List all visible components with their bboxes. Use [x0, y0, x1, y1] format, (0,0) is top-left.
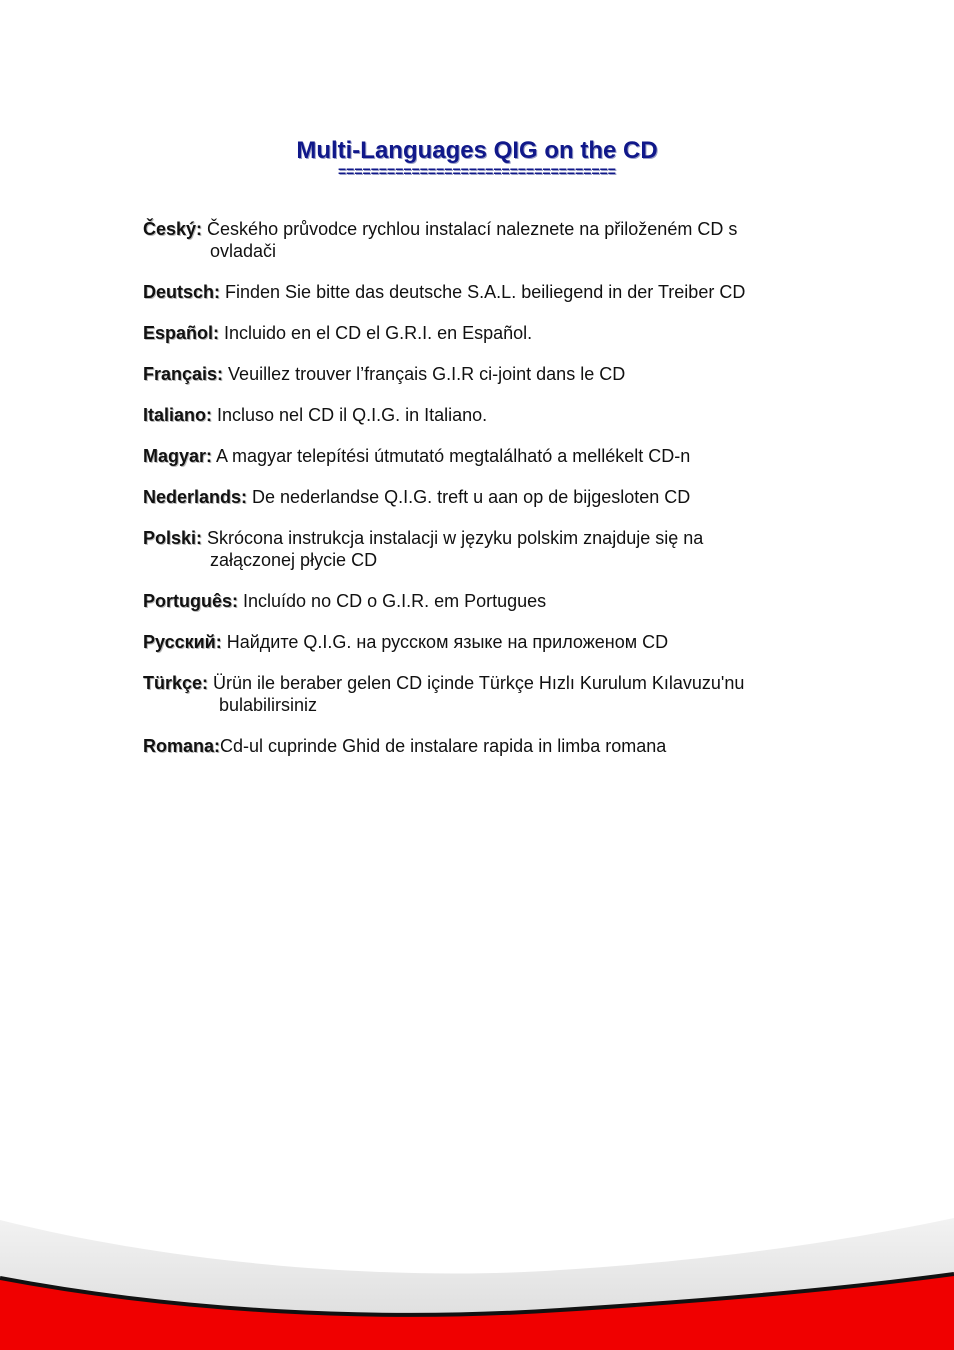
- language-entry-italian: [143, 404, 813, 426]
- language-text: De nederlandse Q.I.G. treft u aan op de bijgesloten CD: [247, 487, 691, 507]
- language-text-continued: załączonej płycie CD: [210, 550, 378, 570]
- language-label: Deutsch:: [143, 282, 221, 302]
- language-entry-polish: [143, 527, 813, 571]
- language-label: Português:: [143, 591, 239, 611]
- language-label: Polski:: [143, 528, 203, 548]
- page-title: Multi-Languages QIG on the CD: [296, 137, 658, 164]
- language-text: Skrócona instrukcja instalacji w języku polskim znajduje się na: [202, 528, 704, 548]
- language-text: Veuillez trouver l’français G.I.R ci-joint dans le CD: [223, 364, 626, 384]
- language-text-continued: bulabilirsiniz: [219, 695, 318, 715]
- title-underline: ==================================: [338, 163, 616, 179]
- title-block: [0, 136, 954, 178]
- footer-swoosh: [0, 1200, 954, 1350]
- language-entry-dutch: [143, 486, 813, 508]
- language-entry-spanish: [143, 322, 813, 344]
- language-text: A magyar telepítési útmutató megtalálható a mellékelt CD-n: [212, 446, 691, 466]
- language-list: [143, 218, 813, 776]
- language-label: Français:: [143, 364, 224, 384]
- language-label: Nederlands:: [143, 487, 248, 507]
- language-text: Найдите Q.I.G. на русском языке на приложеном CD: [221, 632, 669, 652]
- language-label: Magyar:: [143, 446, 213, 466]
- language-text: Incluso nel CD il Q.I.G. in Italiano.: [212, 405, 488, 425]
- language-text: Ürün ile beraber gelen CD içinde Türkçe Hızlı Kurulum Kılavuzu'nu: [208, 673, 745, 693]
- language-text-continued: ovladači: [210, 241, 277, 261]
- language-text: Incluido en el CD el G.R.I. en Español.: [219, 323, 533, 343]
- language-text: Cd-ul cuprinde Ghid de instalare rapida in limba romana: [220, 736, 667, 756]
- language-entry-french: [143, 363, 813, 385]
- language-label: Italiano:: [143, 405, 213, 425]
- language-entry-portuguese: [143, 590, 813, 612]
- language-text: Incluído no CD o G.I.R. em Portugues: [238, 591, 547, 611]
- language-label: Русский:: [143, 632, 222, 652]
- language-entry-hungarian: [143, 445, 813, 467]
- language-entry-russian: [143, 631, 813, 653]
- language-entry-turkish: [143, 672, 813, 716]
- language-entry-german: [143, 281, 813, 303]
- language-text: Českého průvodce rychlou instalací naleznete na přiloženém CD s: [202, 219, 738, 239]
- language-entry-romanian: [143, 735, 813, 757]
- language-entry-czech: [143, 218, 813, 262]
- language-text: Finden Sie bitte das deutsche S.A.L. beiliegend in der Treiber CD: [220, 282, 746, 302]
- language-label: Español:: [143, 323, 220, 343]
- language-label: Romana:: [143, 736, 221, 756]
- language-label: Türkçe:: [143, 673, 209, 693]
- language-label: Český:: [143, 219, 203, 239]
